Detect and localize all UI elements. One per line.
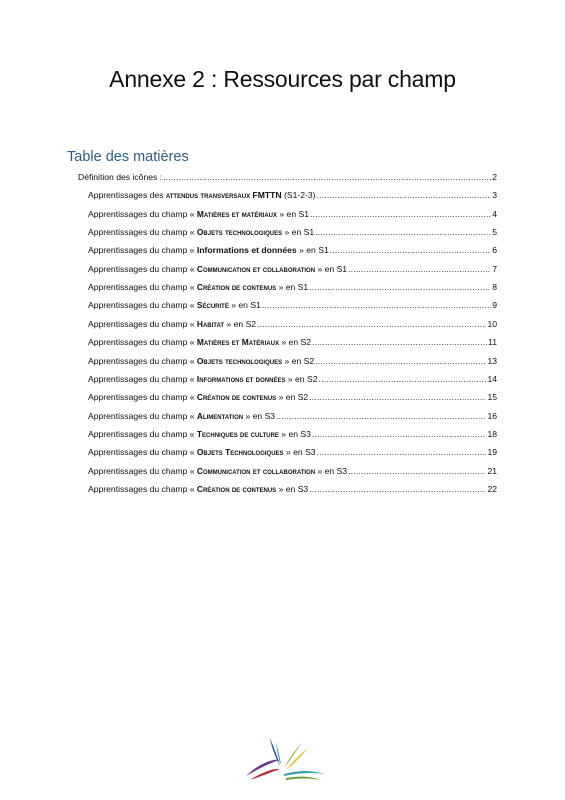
- toc-entry-title-part: » en S1: [296, 245, 329, 256]
- toc-entry[interactable]: [88, 354, 497, 368]
- toc-entry-title-part: Apprentissages du champ «: [88, 245, 197, 256]
- toc-entry-title-part: Apprentissages des: [88, 190, 166, 201]
- toc-page-number: 13: [487, 355, 497, 366]
- toc-entry-title-part: Apprentissages du champ «: [88, 483, 197, 494]
- toc-leader-dots: [315, 225, 491, 239]
- toc-heading: Table des matières: [67, 149, 189, 165]
- toc-entry-title: [88, 409, 275, 423]
- toc-page-number: 9: [492, 300, 497, 311]
- toc-entry-title: [88, 335, 311, 349]
- toc-page-number: 16: [487, 410, 497, 421]
- toc-entry-title-part: Apprentissages du champ «: [88, 337, 197, 348]
- toc-leader-dots: [309, 482, 486, 496]
- toc-leader-dots: [309, 390, 486, 404]
- toc-leader-dots: [317, 188, 492, 202]
- toc-entry-title-part: Création de contenus: [196, 483, 277, 494]
- toc-leader-dots: [312, 427, 487, 441]
- toc-entry-title-part: FMTTN: [250, 190, 282, 201]
- toc-entry-title: [88, 243, 329, 257]
- toc-leader-dots: [317, 445, 487, 459]
- toc-entry-title-part: Informations et données: [196, 373, 286, 384]
- toc-entry[interactable]: [88, 262, 497, 276]
- toc-page-number: 10: [487, 318, 497, 329]
- toc-entry-title: [88, 317, 256, 331]
- toc-leader-dots: [276, 409, 486, 423]
- toc-entry-title-part: Alimentation: [196, 410, 244, 421]
- toc-entry-title-part: » en S2: [282, 355, 315, 366]
- toc-page-number: 8: [492, 282, 497, 293]
- toc-page-number: 6: [492, 245, 497, 256]
- toc-entry-title-part: Apprentissages du champ «: [88, 263, 197, 274]
- toc-entry-title-part: Sécurité: [196, 300, 229, 311]
- toc-entry-title-part: Communication et collaboration: [196, 465, 316, 476]
- toc-entry-title-part: Matières et Matériaux: [196, 337, 279, 348]
- toc-entry-title-part: Objets technologiques: [196, 227, 283, 238]
- toc-entry-title-part: Création de contenus: [196, 392, 277, 403]
- toc-entry-title-part: Techniques de culture: [196, 428, 279, 439]
- toc-entry[interactable]: [88, 335, 497, 349]
- toc-entry-title-part: Apprentissages du champ «: [88, 300, 197, 311]
- toc-entry-title-part: Apprentissages du champ «: [88, 447, 197, 458]
- toc-entry-title: [88, 225, 314, 239]
- toc-entry-title-part: Informations et données: [196, 245, 297, 256]
- toc-leader-dots: [163, 170, 491, 184]
- toc-entry-title-part: » en S3: [278, 428, 311, 439]
- toc-entry-title-part: Communication et collaboration: [196, 263, 316, 274]
- toc-entry-title-part: Apprentissages du champ «: [88, 373, 197, 384]
- toc-page-number: 22: [487, 483, 497, 494]
- toc-entry[interactable]: [88, 207, 497, 221]
- toc-leader-dots: [310, 207, 491, 221]
- toc-entry-title: [88, 390, 308, 404]
- toc-entry-title-part: Apprentissages du champ «: [88, 355, 197, 366]
- toc-page-number: 3: [492, 190, 497, 201]
- toc-entry[interactable]: [88, 409, 497, 423]
- logo-stroke-green-2: [286, 777, 320, 780]
- toc-entry-title-part: Apprentissages du champ «: [88, 282, 197, 293]
- toc-entry[interactable]: [88, 372, 497, 386]
- toc-entry-title-part: » en S2: [278, 337, 311, 348]
- toc-entry-title: [88, 262, 347, 276]
- toc-leader-dots: [262, 298, 491, 312]
- toc-entry-title-part: » en S3: [283, 447, 316, 458]
- toc-entry-title-part: » en S2: [224, 318, 257, 329]
- toc-entry-title: [88, 354, 314, 368]
- page-title: Annexe 2 : Ressources par champ: [109, 66, 456, 92]
- toc-entry-title-part: » en S1: [277, 208, 310, 219]
- toc-entry-title: [88, 372, 317, 386]
- toc-entry-title: [88, 188, 316, 202]
- toc-entry-title-part: Apprentissages du champ «: [88, 392, 197, 403]
- toc-entry[interactable]: [88, 188, 497, 202]
- feather-brush-logo: [240, 736, 326, 784]
- toc-entry-title-part: Objets Technologiques: [196, 447, 284, 458]
- toc-page-number: 7: [492, 263, 497, 274]
- toc-entry-title-part: » en S1: [315, 263, 348, 274]
- toc-leader-dots: [348, 464, 486, 478]
- toc-page-number: 2: [492, 172, 497, 182]
- toc-entry[interactable]: [88, 427, 497, 441]
- toc-entry-title-part: » en S3: [315, 465, 348, 476]
- toc-entry-title-part: » en S3: [276, 483, 309, 494]
- toc-entry[interactable]: [88, 390, 497, 404]
- toc-leader-dots: [312, 335, 487, 349]
- toc-entry[interactable]: [88, 243, 497, 257]
- toc-entry-title: [78, 170, 162, 184]
- toc-entry-title-part: » en S1: [276, 282, 309, 293]
- toc-entry-title-part: Apprentissages du champ «: [88, 410, 197, 421]
- toc-entry[interactable]: [88, 464, 497, 478]
- toc-page-number: 19: [487, 447, 497, 458]
- toc-entry-title: [88, 445, 316, 459]
- toc-entry-title: [88, 464, 347, 478]
- toc-entry-title: [88, 298, 261, 312]
- toc-entry-title-part: Définition des icônes :: [78, 172, 163, 182]
- toc-page-number: 4: [492, 208, 497, 219]
- toc-entry-title-part: Objets technologiques: [196, 355, 283, 366]
- toc-page-number: 11: [488, 337, 497, 348]
- toc-entry-title: [88, 280, 308, 294]
- toc-entry[interactable]: [88, 225, 497, 239]
- toc-entry-title-part: » en S2: [285, 373, 318, 384]
- toc-leader-dots: [348, 262, 491, 276]
- toc-entry[interactable]: [88, 317, 497, 331]
- toc-entry-title-part: » en S1: [282, 227, 315, 238]
- toc-leader-dots: [257, 317, 486, 331]
- toc-page-number: 21: [487, 465, 497, 476]
- toc-entry-title: [88, 482, 308, 496]
- toc-entry[interactable]: [88, 298, 497, 312]
- toc-entry-title-part: Apprentissages du champ «: [88, 428, 197, 439]
- toc-entry-title-part: Apprentissages du champ «: [88, 208, 197, 219]
- toc-entry-title-part: (S1-2-3): [281, 190, 316, 201]
- toc-entry[interactable]: [88, 482, 497, 496]
- toc-entry-title: [88, 207, 309, 221]
- toc-entry-title: [88, 427, 311, 441]
- toc-page-number: 14: [487, 373, 497, 384]
- toc-entry[interactable]: [88, 280, 497, 294]
- toc-leader-dots: [315, 354, 486, 368]
- logo-stroke-teal: [284, 771, 324, 776]
- toc-page-number: 15: [487, 392, 497, 403]
- toc-leader-dots: [309, 280, 491, 294]
- toc-leader-dots: [318, 372, 486, 386]
- toc-page-number: 5: [492, 227, 497, 238]
- toc-leader-dots: [330, 243, 491, 257]
- toc-entry-title-part: » en S1: [228, 300, 261, 311]
- toc-entry-title-part: attendus transversaux: [165, 190, 251, 201]
- toc-entry-title-part: Création de contenus: [196, 282, 277, 293]
- toc-entry[interactable]: [78, 170, 497, 184]
- toc-entry-title-part: Matières et matériaux: [196, 208, 277, 219]
- toc-page-number: 18: [487, 428, 497, 439]
- toc-entry-title-part: Habitat: [196, 318, 225, 329]
- toc-entry-title-part: » en S3: [243, 410, 276, 421]
- toc-entry-title-part: Apprentissages du champ «: [88, 318, 197, 329]
- toc-entry-title-part: Apprentissages du champ «: [88, 227, 197, 238]
- toc-entry[interactable]: [88, 445, 497, 459]
- toc-entry-title-part: » en S2: [276, 392, 309, 403]
- toc-entry-title-part: Apprentissages du champ «: [88, 465, 197, 476]
